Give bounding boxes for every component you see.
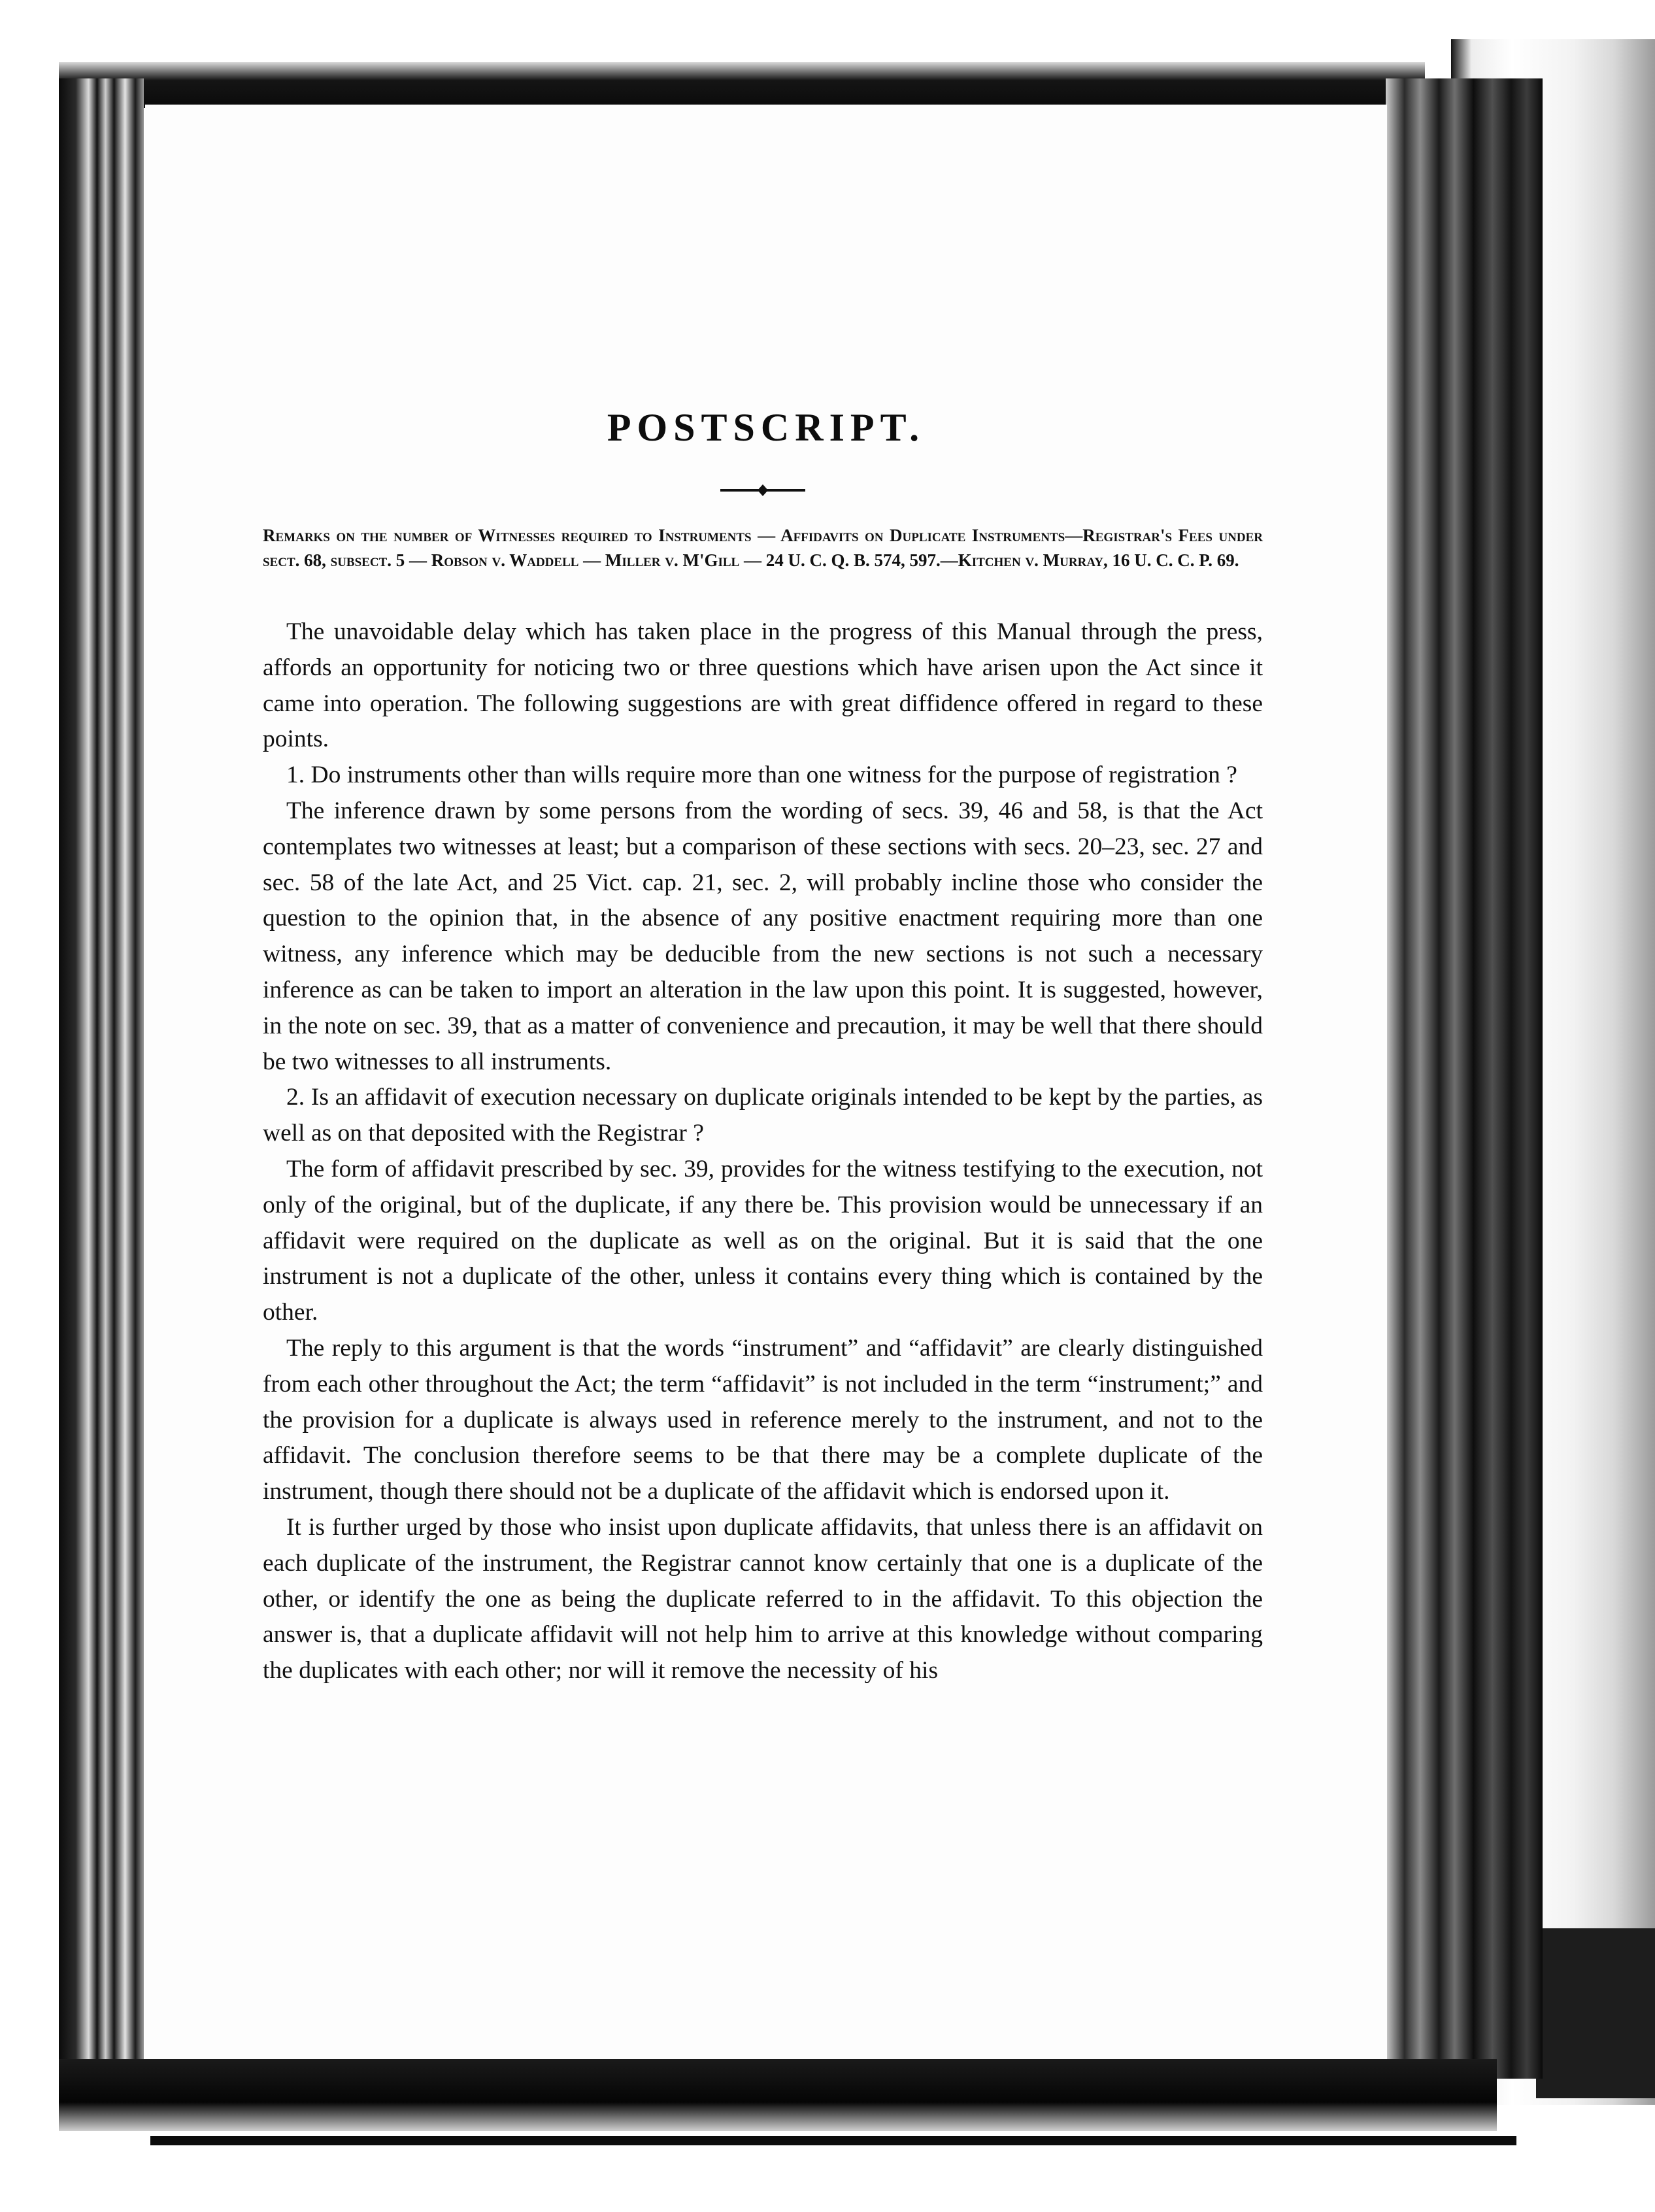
paragraph-affidavit-form: The form of affidavit prescribed by sec. 39, provides for the witness testifying to the execution, not only of the original, but of the duplicate, if any there be. This provision would be unnecessary if an affidavit were required on the duplicate as well as on the original. But it is said that the one instrument is not a duplicate of the other, unless it contains every thing which is contained by the other. <box>263 1155 1263 1326</box>
book-page <box>145 105 1387 2059</box>
paragraph-witnesses: The inference drawn by some persons from the wording of secs. 39, 46 and 58, is that the Act contemplates two witnesses at least; but a comparison of these sections with secs. 20–23, sec. 27 and sec. 58 of the late Act, and 25 Vict. cap. 21, sec. 2, will probably incline those who consider the question to the opinion that, in the absence of any positive enactment requiring more than one witness, any inference which may be deducible from the new sections is not such a necessary inference as can be taken to import an alteration in the law upon this point. It is suggested, however, in the note on sec. 39, that as a matter of convenience and precaution, it may be well that there should be two witnesses to all instruments. <box>263 797 1263 1075</box>
question-1: 1. Do instruments other than wills require more than one witness for the purpose of registration ? <box>286 762 1237 789</box>
title-ornament-rule <box>720 482 805 498</box>
paragraph-intro: The unavoidable delay which has taken place in the progress of this Manual through the press, affords an opportunity for noticing two or three questions which have arisen upon the Act since it came into operation. The following suggestions are with great diffidence offered in regard to these points. <box>263 618 1263 753</box>
book-spine-shadow <box>1386 78 1543 2079</box>
body-text <box>263 614 1263 1689</box>
book-left-edge <box>59 78 144 2079</box>
scanner-bottom-rule <box>150 2136 1516 2145</box>
paragraph-reply: The reply to this argument is that the words “instrument” and “affidavit” are clearly distinguished from each other throughout the Act; the term “affidavit” is not included in the term “instrument;” and the provision for a duplicate is always used in reference merely to the instrument, and not to the affidavit. The conclusion therefore seems to be that there may be a complete duplicate of the instrument, though there should not be a duplicate of the affidavit which is endorsed upon it. <box>263 1334 1263 1505</box>
book-bottom-edge <box>59 2059 1497 2131</box>
book-top-edge <box>59 62 1425 108</box>
page-title: POSTSCRIPT. <box>607 406 926 449</box>
paragraph-further-urged: It is further urged by those who insist upon duplicate affidavits, that unless there is an affidavit on each duplicate of the instrument, the Registrar cannot know certainly that one is a duplicate of the other, or identify the one as being the duplicate referred to in the affidavit. To this objection the answer is, that a duplicate affidavit will not help him to arrive at this knowledge without comparing the duplicates with each other; nor will it remove the necessity of his <box>263 1513 1263 1684</box>
facing-page-shadow <box>1536 1928 1655 2098</box>
chapter-summary: Remarks on the number of Witnesses required to Instruments — Affidavits on Duplicate Instruments—Registrar's Fees under sect. 68, subsect. 5 — Robson v. Waddell — Miller v. M'Gill — 24 U. C. Q. B. 574, 597.—Kitchen v. Murray, 16 U. C. C. P. 69. <box>263 526 1263 570</box>
question-2: 2. Is an affidavit of execution necessary on duplicate originals intended to be kept by the parties, as well as on that deposited with the Registrar ? <box>263 1084 1263 1147</box>
